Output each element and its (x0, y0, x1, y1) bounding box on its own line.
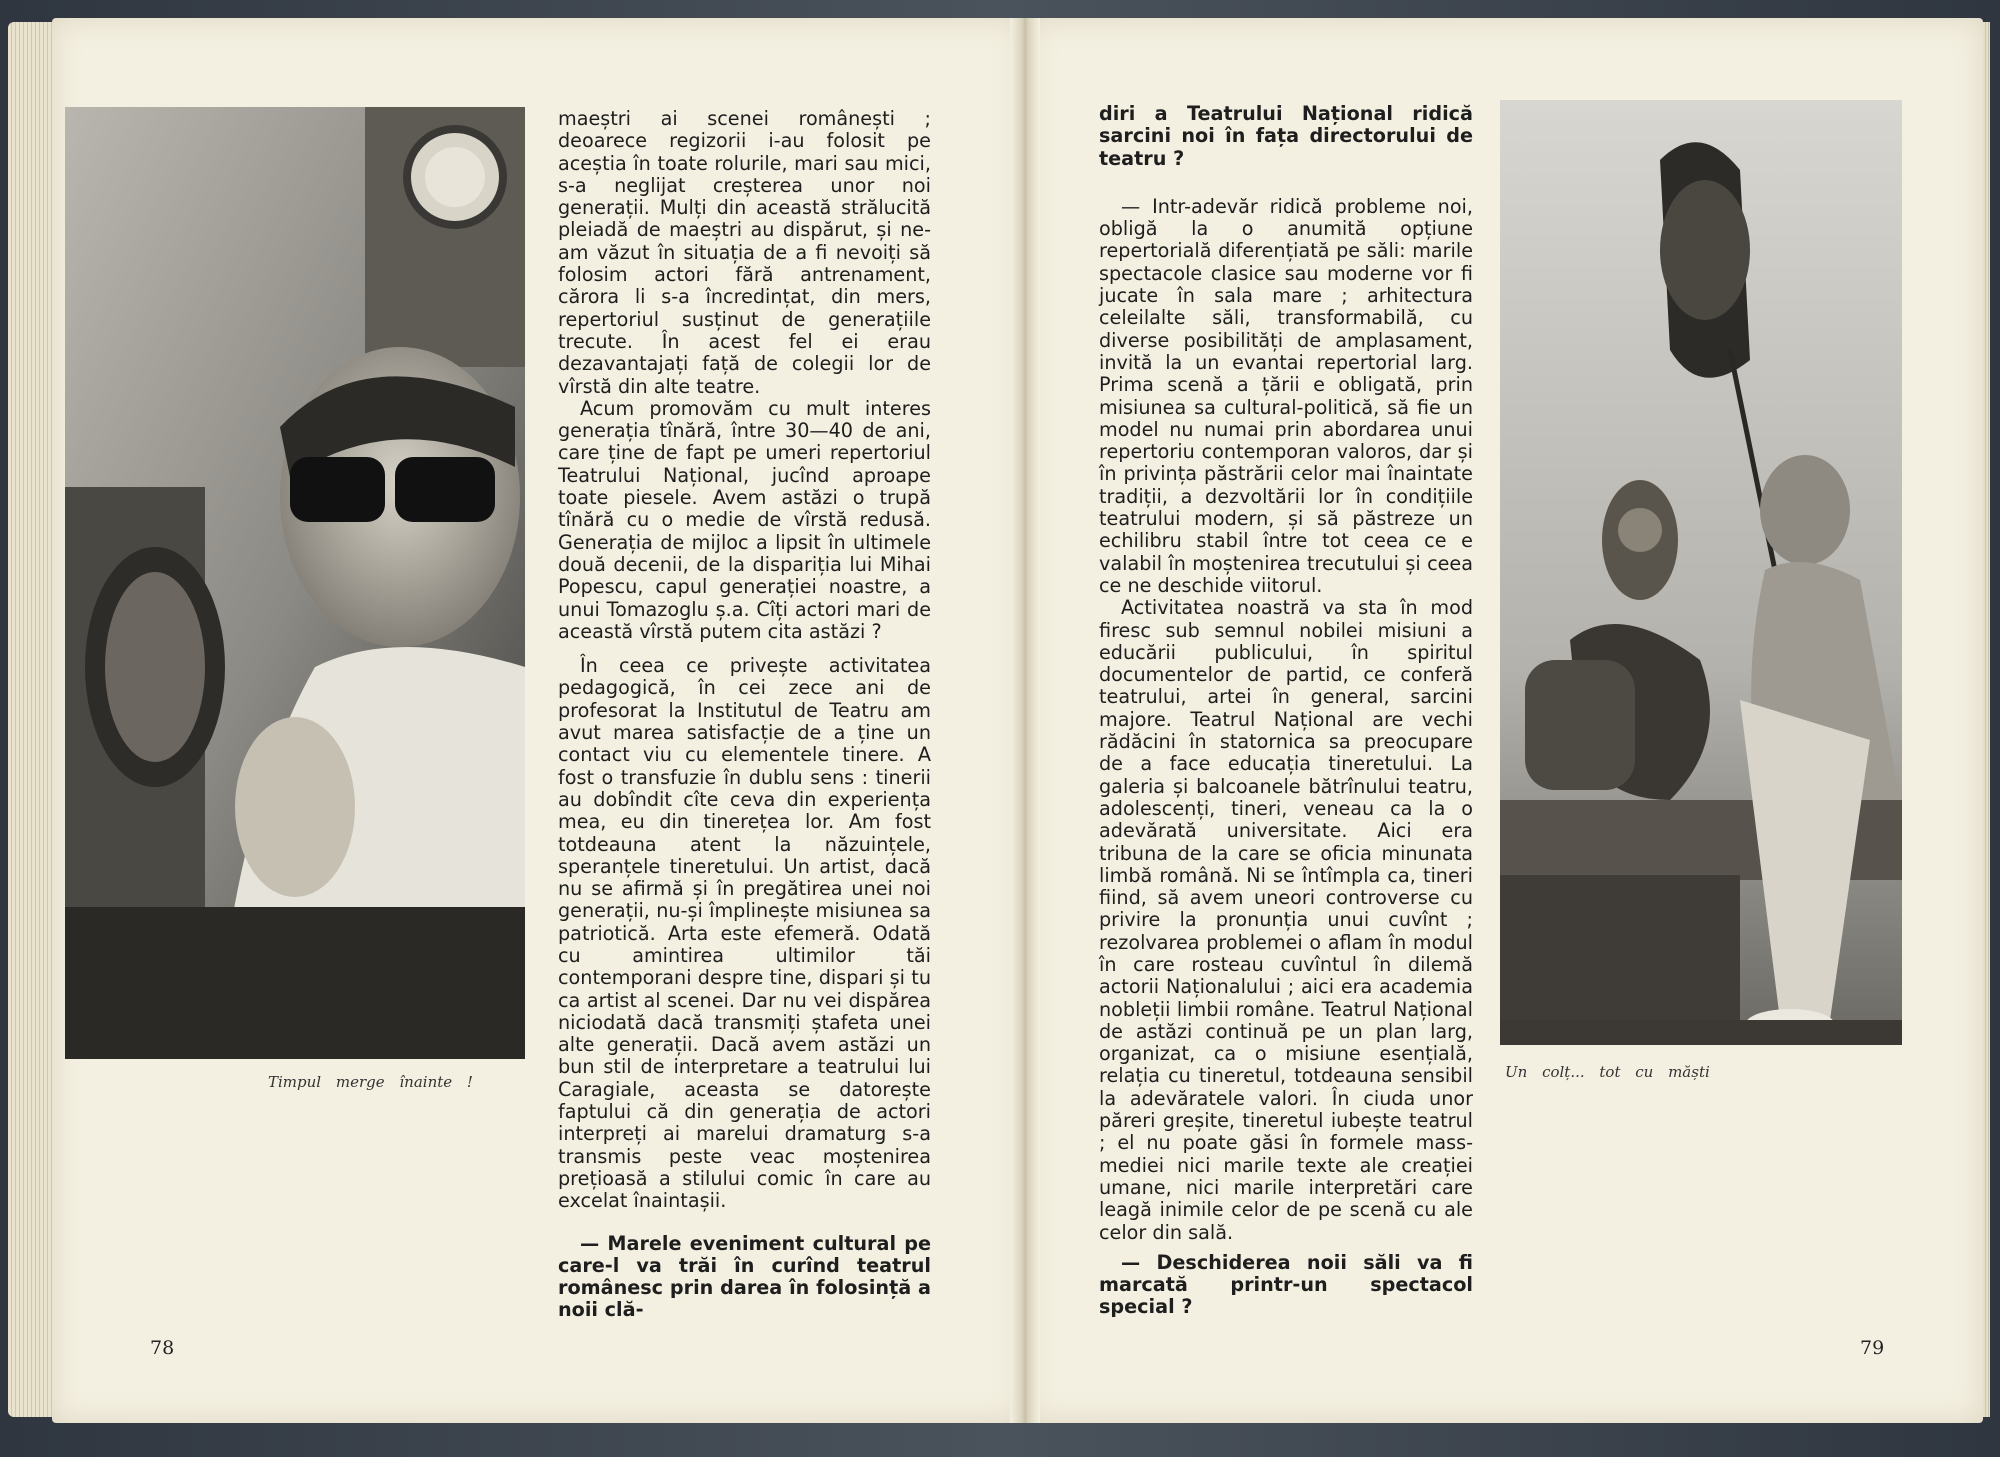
photo-man-with-masks-image (1500, 100, 1902, 1045)
photo-actor-with-sunglasses (65, 107, 525, 1059)
left-paragraph-2: Acum promovăm cu mult interes generația tînără, între 30—40 de ani, care ține de fapt pe umeri repertoriul Teatrului Național, jucînd aproape toate piesele. Avem astăzi o trupă tînără cu o medie de vîrstă redusă. Generația de mijloc a lipsit în ultimele două decenii, de la dispariția lui Mihai Popescu, capul generației noastre, a unui Tomazoglu ș.a. Cîți actori mari de această vîrstă putem cita astăzi ? (558, 396, 931, 643)
right-text-column (1099, 103, 1473, 1319)
left-text-column (558, 108, 931, 1322)
right-question-continuation: diri a Teatrului Național ridică sarcini noi în fața directorului de teatru ? (1099, 102, 1473, 170)
left-page-number: 78 (150, 1337, 175, 1359)
right-page-number: 79 (1860, 1337, 1885, 1359)
photo-man-with-masks (1500, 100, 1902, 1045)
left-interview-question: — Marele eveniment cultural pe care-l va trăi în curînd teatrul românesc prin darea în folosință a noii clă- (558, 1231, 931, 1322)
photo-actor-with-sunglasses-image (65, 107, 525, 1059)
right-paragraph-1: — Intr-adevăr ridică probleme noi, obligă la o anumită opțiune repertorială diferențiată pe săli: marile spectacole clasice sau moderne vor fi jucate în sala mare ; arhitectura celeilalte săli, transformabilă, cu diverse posibilități de amplasament, invită la un evantai repertorial larg. Prima scenă a țării e obligată, prin misiunea sa cultural-politică, să fie un model nu numai prin abordarea unui repertoriu contemporan valoros, dar și în privința păstrării celor mai înaintate tradiții, a dezvoltării lor în condițiile teatrului modern, și să păstreze un echilibru stabil între tot ceea ce e valabil în moștenirea trecutului și ceea ce ne deschide viitorul. (1099, 194, 1473, 597)
page-edges-left (8, 22, 54, 1417)
left-paragraph-1: maeștri ai scenei românești ; deoarece regizorii i-au folosit pe aceștia în toate rolurile, mari sau mici, s-a neglijat creșterea unor noi generații. Mulți din această strălucită pleiadă de maeștri au dispărut, și ne-am văzut în situația de a fi nevoiți să folosim actori fără antrenament, cărora li s-a încredințat, din mers, repertoriul susținut de generațiile trecute. În acest fel ei erau dezavantajați față de colegii lor de vîrstă din alte teatre. (558, 107, 931, 398)
right-interview-question: — Deschiderea noii săli va fi marcată printr-un spectacol special ? (1099, 1250, 1473, 1319)
left-paragraph-3: În ceea ce privește activitatea pedagogică, în cei zece ani de profesorat la Institutul de Teatru am avut marea satisfacție de a ține un contact viu cu elementele tinere. A fost o transfuzie în dublu sens : tinerii au dobîndit cîte ceva din experiența mea, eu din tinerețea lor. Am fost totdeauna atent la năzuințele, speranțele tineretului. Un artist, dacă nu se afirmă și în pregătirea unei noi generații, nu-și împlinește misiunea sa patriotică. Arta este efemeră. Odată cu amintirea ultimilor tăi contemporani despre tine, dispari și tu ca artist al scenei. Dar nu vei dispărea niciodată dacă transmiți ștafeta unei alte generații. Dacă avem astăzi un bun stil de interpretare a teatrului lui Caragiale, aceasta se datorește faptului că din generația de actori interpreți ai marelui dramaturg s-a transmis peste veac moștenirea prețioasă a stilului comic în care au excelat înaintașii. (558, 654, 931, 1213)
left-photo-caption: Timpul merge înainte ! (268, 1073, 473, 1091)
book-gutter (1010, 18, 1040, 1423)
right-photo-caption: Un colț... tot cu măști (1505, 1063, 1710, 1081)
right-paragraph-2: Activitatea noastră va sta în mod firesc sub semnul nobilei misiuni a educării publicului, în spiritul documentelor de partid, ce conferă teatrului, artei în general, sarcini majore. Teatrul Național are vechi rădăcini în statornica sa preocupare de a face educația tineretului. La galeria și balcoanele bătrînului teatru, adolescenți, tineri, veneau ca la o adevărată universitate. Aici era tribuna de la care se oficia minunata limbă română. Ni se întîmpla ca, tineri fiind, să avem uneori controverse cu privire la pronunția unui cuvînt ; rezolvarea problemei o aflam în modul în care rosteau cuvîntul în dilemă actorii Naționalului ; aici era academia nobleții limbii române. Teatrul Național de astăzi continuă pe un plan larg, organizat, ca o misiune esențială, relația cu tineretul, totdeauna sensibil la adevăratele valori. În ciuda unor păreri greșite, tineretul iubește teatrul ; el nu poate găsi în formele mass-mediei nici marile texte ale creației umane, nici marile interpretări care leagă inimile celor de pe scenă cu ale celor din sală. (1099, 596, 1473, 1244)
